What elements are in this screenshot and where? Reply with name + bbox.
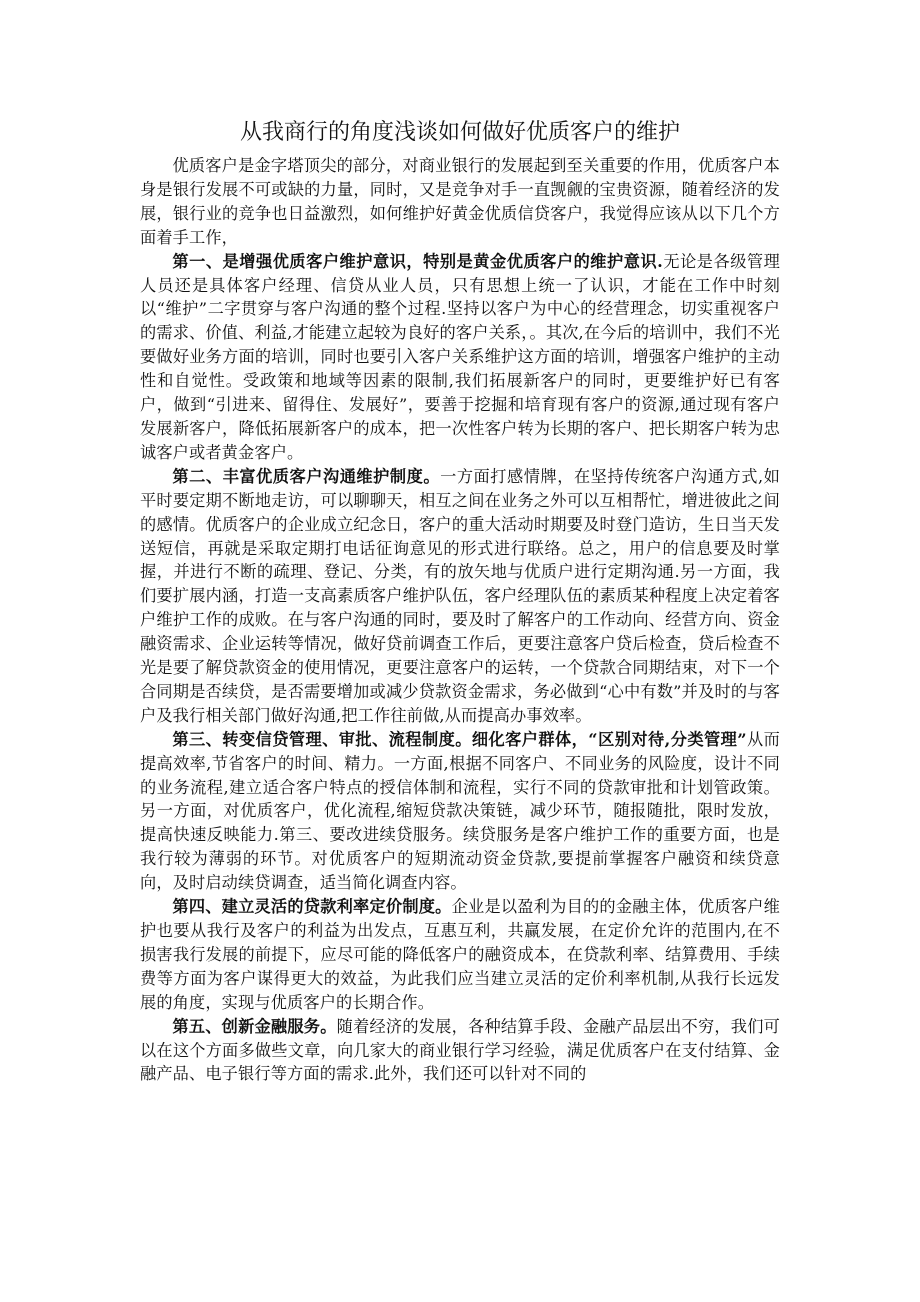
section-4-body: 企业是以盈利为目的的金融主体，优质客户维护也要从我行及客户的利益为出发点，互惠互利，共赢发展，在定价允许的范围内,在不损害我行发展的前提下，应尽可能的降低客户的融资成本，在贷款利率、结算费用、手续费等方面为客户谋得更大的效益，为此我们应当建立灵活的定价利率机制,从我行长远发展的角度，实现与优质客户的长期合作。 bbox=[140, 897, 780, 1012]
section-5-heading: 第五、创新金融服务。 bbox=[172, 1016, 337, 1036]
section-1-body: 无论是各级管理人员还是具体客户经理、信贷从业人员，只有思想上统一了认识，才能在工作中时刻以“维护”二字贯穿与客户沟通的整个过程.坚持以客户为中心的经营理念，切实重视客户的需求、价值、利益,才能建立起较为良好的客户关系，。其次,在今后的培训中，我们不光要做好业务方面的培训，同时也要引入客户关系维护这方面的培训，增强客户维护的主动性和自觉性。受政策和地域等因素的限制,我们拓展新客户的同时，更要维护好已有客户，做到“引进来、留得住、发展好”，要善于挖掘和培育现有客户的资源,通过现有客户发展新客户，降低拓展新客户的成本，把一次性客户转为长期的客户、把长期客户转为忠诚客户或者黄金客户。 bbox=[140, 251, 780, 462]
section-1-paragraph bbox=[140, 250, 780, 465]
intro-text: 优质客户是金字塔顶尖的部分，对商业银行的发展起到至关重要的作用，优质客户本身是银行发展不可或缺的力量，同时，又是竞争对手一直觊觎的宝贵资源，随着经济的发展，银行业的竞争也日益激烈，如何维护好黄金优质信贷客户，我觉得应该从以下几个方面着手工作， bbox=[140, 156, 780, 247]
section-4-heading: 第四、建立灵活的贷款利率定价制度。 bbox=[172, 897, 452, 917]
intro-paragraph bbox=[140, 154, 780, 250]
section-5-paragraph bbox=[140, 1015, 780, 1087]
section-3-paragraph bbox=[140, 728, 780, 895]
section-3-heading: 第三、转变信贷管理、审批、流程制度。细化客户群体，“区别对待,分类管理” bbox=[172, 729, 747, 749]
section-2-body: 一方面打感情牌，在坚持传统客户沟通方式,如平时要定期不断地走访，可以聊聊天，相互之间在业务之外可以互相帮忙，增进彼此之间的感情。优质客户的企业成立纪念日，客户的重大活动时期要及时登门造访，生日当天发送短信，再就是采取定期打电话征询意见的形式进行联络。总之，用户的信息要及时掌握，并进行不断的疏理、登记、分类，有的放矢地与优质户进行定期沟通.另一方面，我们要扩展内涵，打造一支高素质客户维护队伍，客户经理队伍的素质某种程度上决定着客户维护工作的成败。在与客户沟通的同时，要及时了解客户的工作动向、经营方向、资金融资需求、企业运转等情况，做好贷前调查工作后，更要注意客户贷后检查，贷后检查不光是要了解贷款资金的使用情况，更要注意客户的运转，一个贷款合同期结束，对下一个合同期是否续贷，是否需要增加或减少贷款资金需求，务必做到“心中有数”并及时的与客户及我行相关部门做好沟通,把工作往前做,从而提高办事效率。 bbox=[140, 466, 781, 725]
section-3-body: 从而提高效率,节省客户的时间、精力。一方面,根据不同客户、不同业务的风险度，设计不同的业务流程,建立适合客户特点的授信体制和流程，实行不同的贷款审批和计划管政策。另一方面，对优质客户，优化流程,缩短贷款决策链，减少环节，随报随批，限时发放，提高快速反映能力.第三、要改进续贷服务。续贷服务是客户维护工作的重要方面，也是我行较为薄弱的环节。对优质客户的短期流动资金贷款,要提前掌握客户融资和续贷意向，及时启动续贷调查，适当简化调查内容。 bbox=[140, 729, 780, 893]
section-2-heading: 第二、丰富优质客户沟通维护制度。 bbox=[172, 466, 441, 486]
section-5-body: 随着经济的发展，各种结算手段、金融产品层出不穷，我们可以在这个方面多做些文章，向几家大的商业银行学习经验，满足优质客户在支付结算、金融产品、电子银行等方面的需求.此外，我们还可以针对不同的 bbox=[140, 1016, 780, 1084]
section-1-heading: 第一、是增强优质客户维护意识，特别是黄金优质客户的维护意识. bbox=[172, 251, 663, 271]
document-title: 从我商行的角度浅谈如何做好优质客户的维护 bbox=[239, 120, 680, 145]
section-4-paragraph bbox=[140, 895, 780, 1015]
document-page bbox=[140, 116, 780, 1086]
section-2-paragraph bbox=[140, 465, 780, 728]
